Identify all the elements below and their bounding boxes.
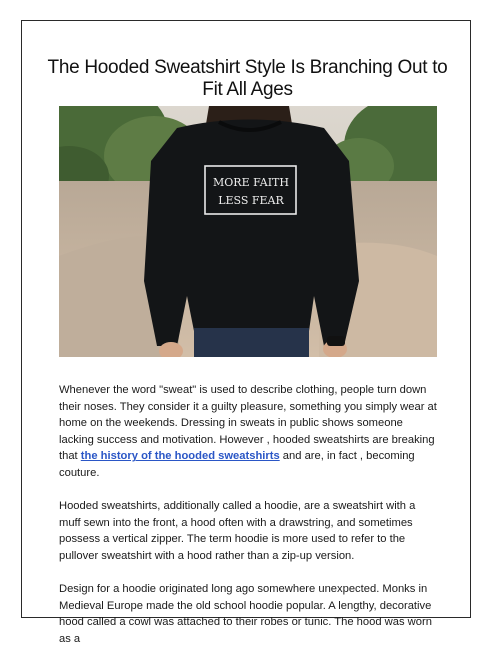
shirt-print-line-1: MORE FAITH	[213, 176, 289, 189]
paragraph-3: Design for a hoodie originated long ago somewhere unexpected. Monks in Medieval Europe made the old school hoodie popular. A lengthy, decorative hood called a cowl was attached to their robes or tunic. The hood was worn as a	[59, 583, 432, 645]
shirt-print-line-2: LESS FEAR	[218, 194, 284, 207]
paragraph-1-text-after-link: and are, in fact , becoming couture.	[59, 450, 415, 479]
hero-photo	[59, 106, 437, 357]
paragraph-1-text-before-link: Whenever the word "sweat" is used to describe clothing, people turn down their noses. They consider it a guilty pleasure, something you simply wear at home on the weekends. Dressing in sweats in public shows someone lacking success and motivation. However , hooded sweatshirts are breaking that	[59, 384, 437, 463]
title-line-1: The Hooded Sweatshirt Style Is Branching Out to	[47, 57, 448, 78]
paragraph-1	[59, 382, 437, 482]
article-body	[59, 382, 437, 664]
history-of-hoodies-link[interactable]: the history of the hooded sweatshirts	[80, 450, 280, 463]
document-title	[40, 57, 455, 101]
paragraph-2: Hooded sweatshirts, additionally called a hoodie, are a sweatshirt with a muff sewn into the front, a hood often with a drawstring, and sometimes possess a vertical zipper. The term hoodie is more used to refer to the pullover sweatshirt with a hood rather than a zip-up version.	[59, 500, 416, 562]
title-line-2: Fit All Ages	[202, 79, 293, 100]
